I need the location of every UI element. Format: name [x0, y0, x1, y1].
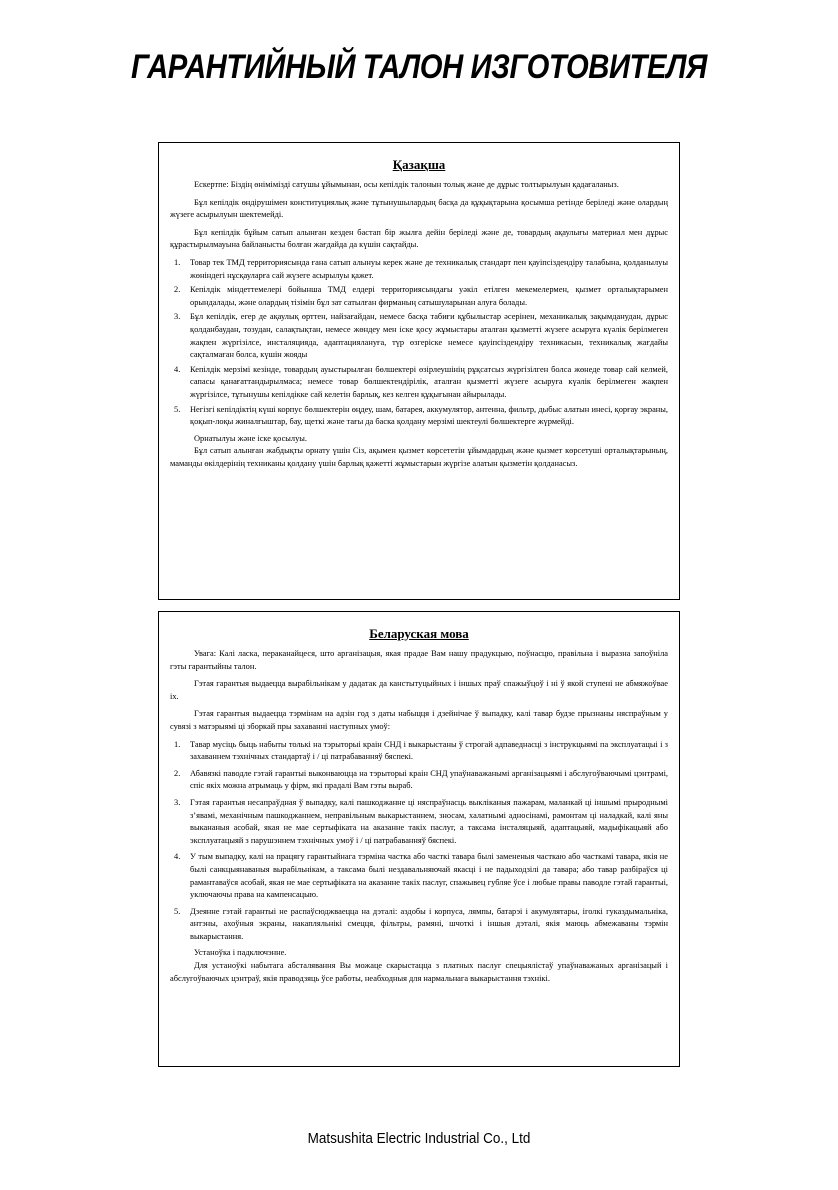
list-item-text: Тавар мусіць быць набыты толькі на тэрыторыі краін СНД і выкарыстаны ў строгай адпаведнасці з інструкцыямі па эксплуатацыі і з захаваннем тэхнічных стандартаў і / ці патрабаванняў бяспекі. [190, 739, 668, 762]
list-item-text: У тым выпадку, калі на працягу гарантыйнага тэрміна частка або часткі тавара былі замененыя часткаю або часткамі тавара, якія не былі санкцыянаваныя вырабільнікам, а таксама былі нездавальняючай якасці і не падыходзілі да тавара; або тавар разбіраўся ці рамантаваўся асобай, якая не мае сертыфіката на аказанне такіх паслуг, спажывец губляе ўсе і любые правы паводле гэтай гарантыі, уключаючы права на кампенсацыю. [190, 852, 668, 900]
list-item-text: Бұл кепілдік, егер де ақаулық өрттен, найзағайдан, немесе басқа табиғи құбылыстар әсерінен, механикалық зақымданудан, дұрыс қолданбаудан, тозудан, салақтықтан, немесе жөндеу мен іске қосу жұмыстары аталған қызметті жүзеге асыруға күәлік берілмеген жақпен жүргізілсе, инсталяцияда, адаптациялануға, түр өзгеріске немесе қауіпсіздендіру техникасын, техникалық жағдайы сақталмаған болса, күшін жояды [190, 312, 668, 360]
belarusian-heading: Беларуская мова [369, 626, 469, 641]
list-item-text: Кепілдік міндеттемелері бойынша ТМД елдері территориясындағы уәкіл етілген мекемелермен, қызмет орталықтарымен орындалады, және олардың тізімін бұл зат сатылған фирманың сатышуларынан алуға болады. [190, 285, 668, 307]
list-item-number: 2. [174, 768, 181, 778]
kazakh-paragraph: Ескертпе: Біздің өнімімізді сатушы ұйымынан, осы кепілдік талонын толық және де дұрыс толтырылуын қадағаланыз. [194, 180, 619, 189]
belarusian-install-title: Устаноўка і падключэнне. [194, 948, 287, 958]
list-item-number: 1. [174, 257, 181, 267]
list-item [170, 739, 668, 764]
kazakh-install-text: Бұл сатып алынған жабдықты орнату үшін Сіз, ақымен қызмет көрсететін ұйымдардың және қызмет көрсетуші орталықтарының, маманды өкілдерінің техниканы қолдану үшін барлық қажетті жұмыстарын жүргізе алатын қызметін қолданасыз. [170, 446, 668, 468]
list-item [170, 311, 668, 361]
kazakh-heading: Қазақша [392, 157, 446, 172]
list-item-text: Кепілдік мерзімі кезінде, товардың ауыстырылған бөлшектері өзірлеушінің рұқсатсыз жүргізілген болса жөнеде товар сай келмей, сапасы қанағаттандырылмаса; немесе товар бөлшектендірілік, аталған қызметті жүзеге асыруға күәлік берілмеген жақпен жүргізілсе, тұтынушы кепілдікке сай келетін барлық, кез келген құқығынан айырылады. [190, 364, 668, 399]
manufacturer-footer: Matsushita Electric Industrial Co., Ltd [307, 1130, 531, 1147]
list-item [170, 404, 668, 429]
belarusian-install-text: Для устаноўкі набытага абсталявання Вы можаце скарыстацца з платных паслуг спецыялістаў упаўнаважаных арганізацый і абслугоўваючых цэнтраў, якія праводзяць ўсе работы, неабходныя для нармальнага выкарыстання тэхнікі. [170, 961, 668, 983]
list-item-number: 3. [174, 797, 181, 807]
belarusian-paragraph: Увага: Калі ласка, пераканайцеся, што арганізацыя, якая прадае Вам нашу прадукцыю, поўнасцю, правільна і выразна запоўніла гэты гарантыйны талон. [170, 649, 668, 671]
kazakh-conditions-list [170, 257, 668, 429]
list-item [170, 364, 668, 402]
kazakh-install-title: Орнатылуы және іске қосылуы. [194, 433, 308, 443]
kazakh-section [158, 142, 680, 600]
list-item [170, 797, 668, 847]
list-item [170, 851, 668, 901]
belarusian-section [158, 611, 680, 1067]
belarusian-paragraph: Гэтая гарантыя выдаецца тэрмінам на адзін год з даты набыцця і дзейнічае ў выпадку, калі тавар будзе прызнаны няспраўным у сувязі з матэрыямі ці зборкай пры захаванні наступных умоў: [170, 709, 668, 731]
list-item [170, 768, 668, 793]
list-item-text: Негізгі кепілдіктің күші корпус бөлшектерін өңдеу, шам, батарея, аккумулятор, антенна, фильтр, дыбыс алатын инесі, қорғау экраны, қоқып-лоқы жиналғыштар, бау, щеткі және тағы да баска қолдану мерзімі шектеулі бөлшектерге жүрмейді. [190, 404, 668, 427]
belarusian-paragraph: Гэтая гарантыя выдаецца вырабільнікам у дадатак да канстытуцыйных і іншых праў спажыўцоў і ні ў якой ступені не абмяжоўвае іх. [170, 679, 668, 701]
list-item-number: 5. [174, 906, 181, 916]
list-item-text: Гэтая гарантыя несапраўдная ў выпадку, калі пашкоджанне ці няспраўнасць выкліканыя пажарам, маланкай ці іншымі прыроднымі з’явамі, механічным пашкоджаннем, неправільным выкарыстаннем, зносам, халатнымі адносінамі, рамонтам ці наладкай, калі яны выкананыя асобай, якая не мае сертыфіката на аказанне такіх паслуг, а таксама інсталяцыяй, адаптацыяй, мадыфікацыяй або эксплуатацыяй з парушэннем тэхнічных умоў і / ці патрабаванняў бяспекі. [190, 797, 668, 845]
kazakh-paragraph: Бұл кепілдік өндірушімен конституциялық және тұтынушылардың басқа да құқықтарына қосымша ретінде беріледі және олардың жүзеге асырылуын шектемейді. [170, 197, 668, 220]
page-title: ГАРАНТИЙНЫЙ ТАЛОН ИЗГОТОВИТЕЛЯ [131, 48, 707, 86]
list-item-number: 2. [174, 285, 181, 295]
list-item [170, 284, 668, 309]
list-item-number: 5. [174, 404, 181, 414]
list-item-text: Абавязкі паводле гэтай гарантыі выконваюцца на тэрыторыі краін СНД упаўнаважанымі арганізацыямі і абслугоўваючымі цэнтрамі, спіс якіх можна атрымаць у фірм, які прадалі Вам гэты выраб. [190, 768, 668, 791]
list-item-number: 1. [174, 739, 181, 749]
list-item-text: Дзеянне гэтай гарантыі не распаўсюджваецца на дэталі: аздобы і корпуса, лямпы, батарэі і акумулятары, іголкі гуказдымальніка, антэны, ахоўныя экраны, накапляльнікі смецця, фільтры, рамяні, шчоткі і іншыя дэталі, якія маюць абмежаваны тэрмін выкарыстання. [190, 906, 668, 941]
list-item [170, 257, 668, 282]
list-item-number: 3. [174, 312, 181, 322]
list-item-number: 4. [174, 852, 181, 862]
kazakh-paragraph: Бұл кепілдік бұйым сатып алынған кезден бастап бір жылға дейін беріледі және де, товардың ақаулығы материал мен дұрыс құрастырылмауына байланысты болған жағдайда да күшін сақтайды. [170, 227, 668, 250]
list-item [170, 906, 668, 944]
list-item-text: Товар тек ТМД территориясында ғана сатып алынуы керек және де техникалық стандарт пен қауіпсіздендіру талабына, қолданылуы жөніндегі нұсқауларға сай жүзеге асырылуы қажет. [190, 257, 668, 280]
list-item-number: 4. [174, 364, 181, 374]
belarusian-conditions-list [170, 739, 668, 944]
